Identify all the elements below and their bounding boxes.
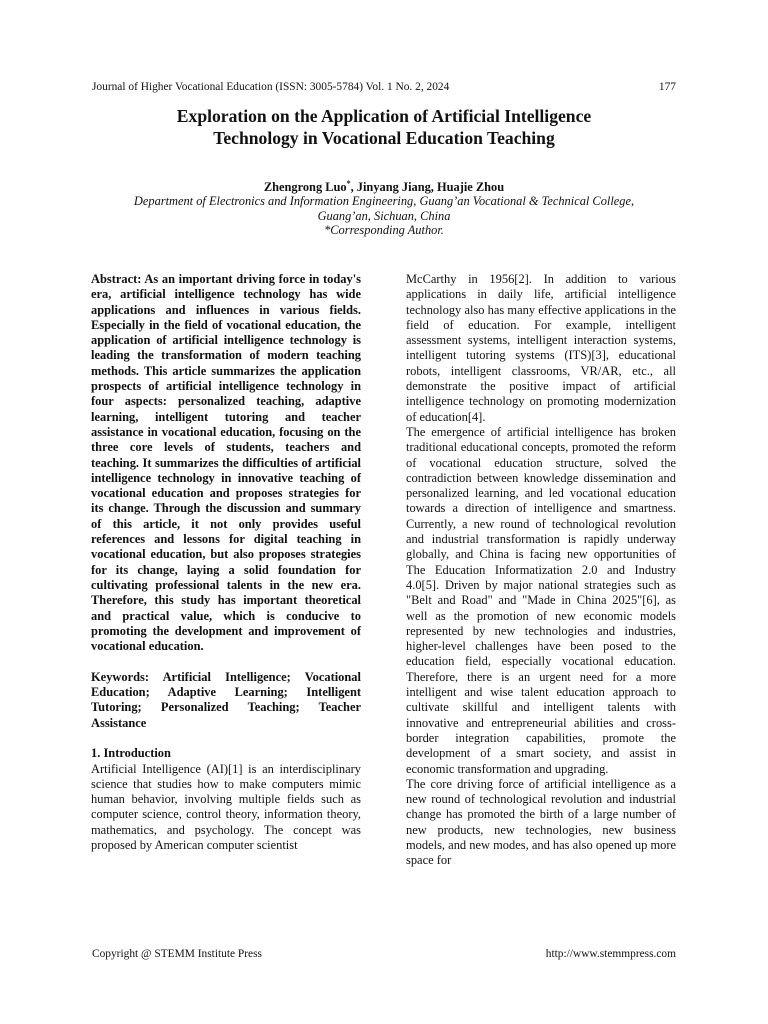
copyright-notice: Copyright @ STEMM Institute Press bbox=[92, 948, 262, 960]
intro-paragraph-1-continued: McCarthy in 1956[2]. In addition to various applications in daily life, artificial intelligence technology also has many effective applications in the field of education. For example, intelligent assessment systems, intelligent interaction systems, intelligent tutoring systems (ITS)[3], educational robots, intelligent classrooms, VR/AR, etc., all demonstrate the positive impact of artificial intelligence technology on promoting modernization of education[4]. bbox=[406, 272, 676, 424]
affiliation-line-2: Guang’an, Sichuan, China bbox=[317, 208, 451, 223]
title-line-1: Exploration on the Application of Artificial Intelligence bbox=[176, 106, 592, 126]
paper-title bbox=[60, 105, 708, 149]
corresponding-author-note: *Corresponding Author. bbox=[324, 223, 444, 238]
right-column bbox=[406, 272, 676, 869]
title-line-2: Technology in Vocational Education Teaching bbox=[213, 128, 555, 148]
intro-paragraph-3: The core driving force of artificial intelligence as a new round of technological revolution and industrial change has promoted the birth of a large number of new products, new technologies, new business models, and new modes, and has also opened up more space for bbox=[406, 776, 676, 868]
publisher-url[interactable]: http://www.stemmpress.com bbox=[545, 948, 676, 960]
intro-paragraph-1: Artificial Intelligence (AI)[1] is an interdisciplinary science that studies how to make computers mimic human behavior, involving multiple fields such as computer science, control theory, information theory, mathematics, and psychology. The concept was proposed by American computer scientist bbox=[91, 761, 361, 852]
author-first: Zhengrong Luo bbox=[263, 180, 347, 195]
page-footer bbox=[92, 948, 676, 960]
section-heading-introduction: 1. Introduction bbox=[91, 746, 171, 761]
abstract: Abstract: As an important driving force in today's era, artificial intelligence technology has wide applications and influences in various fields. Especially in the field of vocational education, the application of artificial intelligence technology is leading the transformation of modern teaching methods. This article summarizes the application prospects of artificial intelligence technology in four aspects: personalized teaching, adaptive learning, intelligent tutoring and teacher assistance in vocational education, focusing on the three core levels of students, teachers and teaching. It summarizes the difficulties of artificial intelligence technology in innovative teaching of vocational education and proposes strategies for its change. Through the discussion and summary of this article, it not only provides useful references and lessons for digital teaching in vocational education, but also proposes strategies for its change, laying a solid foundation for cultivating professional talents in the new era. Therefore, this study has important theoretical and practical value, which is conducive to promoting the development and improvement of vocational education. bbox=[91, 272, 361, 654]
author-rest: , Jinyang Jiang, Huajie Zhou bbox=[350, 180, 505, 195]
journal-citation: Journal of Higher Vocational Education (ISSN: 3005-5784) Vol. 1 No. 2, 2024 bbox=[92, 81, 450, 93]
corresponding-mark: * bbox=[346, 179, 351, 188]
left-column bbox=[91, 272, 361, 853]
affiliation bbox=[40, 194, 728, 238]
running-header bbox=[92, 81, 676, 93]
affiliation-line-1: Department of Electronics and Information Engineering, Guang’an Vocational & Technical College, bbox=[133, 194, 635, 208]
keywords: Keywords: Artificial Intelligence; Vocational Education; Adaptive Learning; Intelligent Tutoring; Personalized Teaching; Teacher Assistance bbox=[91, 669, 361, 730]
intro-paragraph-2: The emergence of artificial intelligence has broken traditional educational concepts, promoted the reform of vocational education structure, solved the contradiction between knowledge dissemination and personalized learning, and led vocational education towards a direction of intelligence and smartness. Currently, a new round of technological revolution and industrial transformation is rapidly underway globally, and China is facing new opportunities of The Education Informatization 2.0 and Industry 4.0[5]. Driven by major national strategies such as "Belt and Road" and "Made in China 2025"[6], as well as the promotion of new economic models represented by new technologies and industries, higher-level challenges have been posed to the education field, especially vocational education. Therefore, there is an urgent need for a more intelligent and wise talent education approach to cultivate skillful and intelligent talents with innovative and entrepreneurial abilities and cross-border integration capabilities, promote the development of a smart society, and assist in economic transformation and upgrading. bbox=[406, 424, 676, 776]
page-number: 177 bbox=[658, 81, 676, 93]
author-list bbox=[40, 179, 728, 195]
